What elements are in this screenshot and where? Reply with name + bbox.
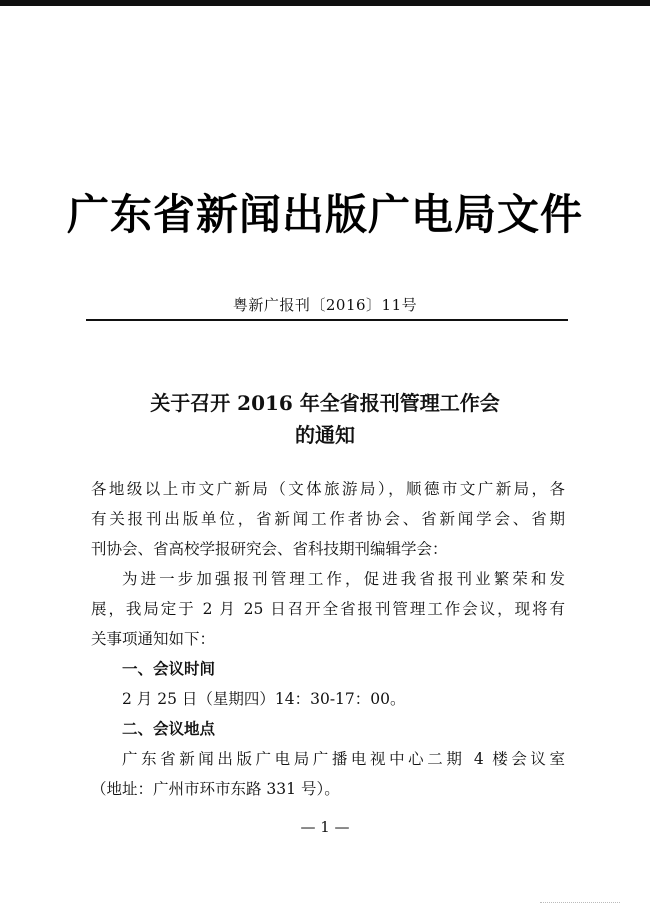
intro-line-3: 关事项通知如下： [91, 630, 216, 648]
section-2-heading: 二、会议地点 [122, 720, 216, 738]
recipients-line-3: 刊协会、省高校学报研究会、省科技期刊编辑学会： [91, 540, 448, 558]
section-2-line-2: （地址：广州市环市东路 331 号）。 [91, 780, 340, 798]
notice-title-line-1: 关于召开 2016 年全省报刊管理工作会 [150, 391, 500, 415]
recipients-line-2: 有关报刊出版单位，省新闻工作者协会、省新闻学会、省期 [91, 510, 565, 528]
notice-title-line-2: 的通知 [295, 423, 355, 447]
section-1-text: 2 月 25 日（星期四）14：30-17：00。 [122, 690, 406, 708]
header-divider [86, 319, 568, 321]
intro-line-1: 为进一步加强报刊管理工作，促进我省报刊业繁荣和发 [122, 570, 565, 588]
document-number: 粤新广报刊〔2016〕11号 [232, 296, 418, 314]
top-border-rule [0, 0, 650, 6]
recipients-line-1: 各地级以上市文广新局（文体旅游局），顺德市文广新局，各 [91, 480, 565, 498]
notice-body [91, 474, 565, 804]
section-2-line-1: 广东省新闻出版广电局广播电视中心二期 4 楼会议室 [122, 750, 565, 768]
scan-artifact [540, 900, 620, 903]
agency-title: 广东省新闻出版广电局文件 [66, 190, 583, 239]
intro-line-2: 展，我局定于 2 月 25 日召开全省报刊管理工作会议，现将有 [91, 600, 565, 618]
notice-title [0, 387, 650, 451]
page-number: — 1 — [300, 818, 350, 836]
section-1-heading: 一、会议时间 [122, 660, 216, 678]
